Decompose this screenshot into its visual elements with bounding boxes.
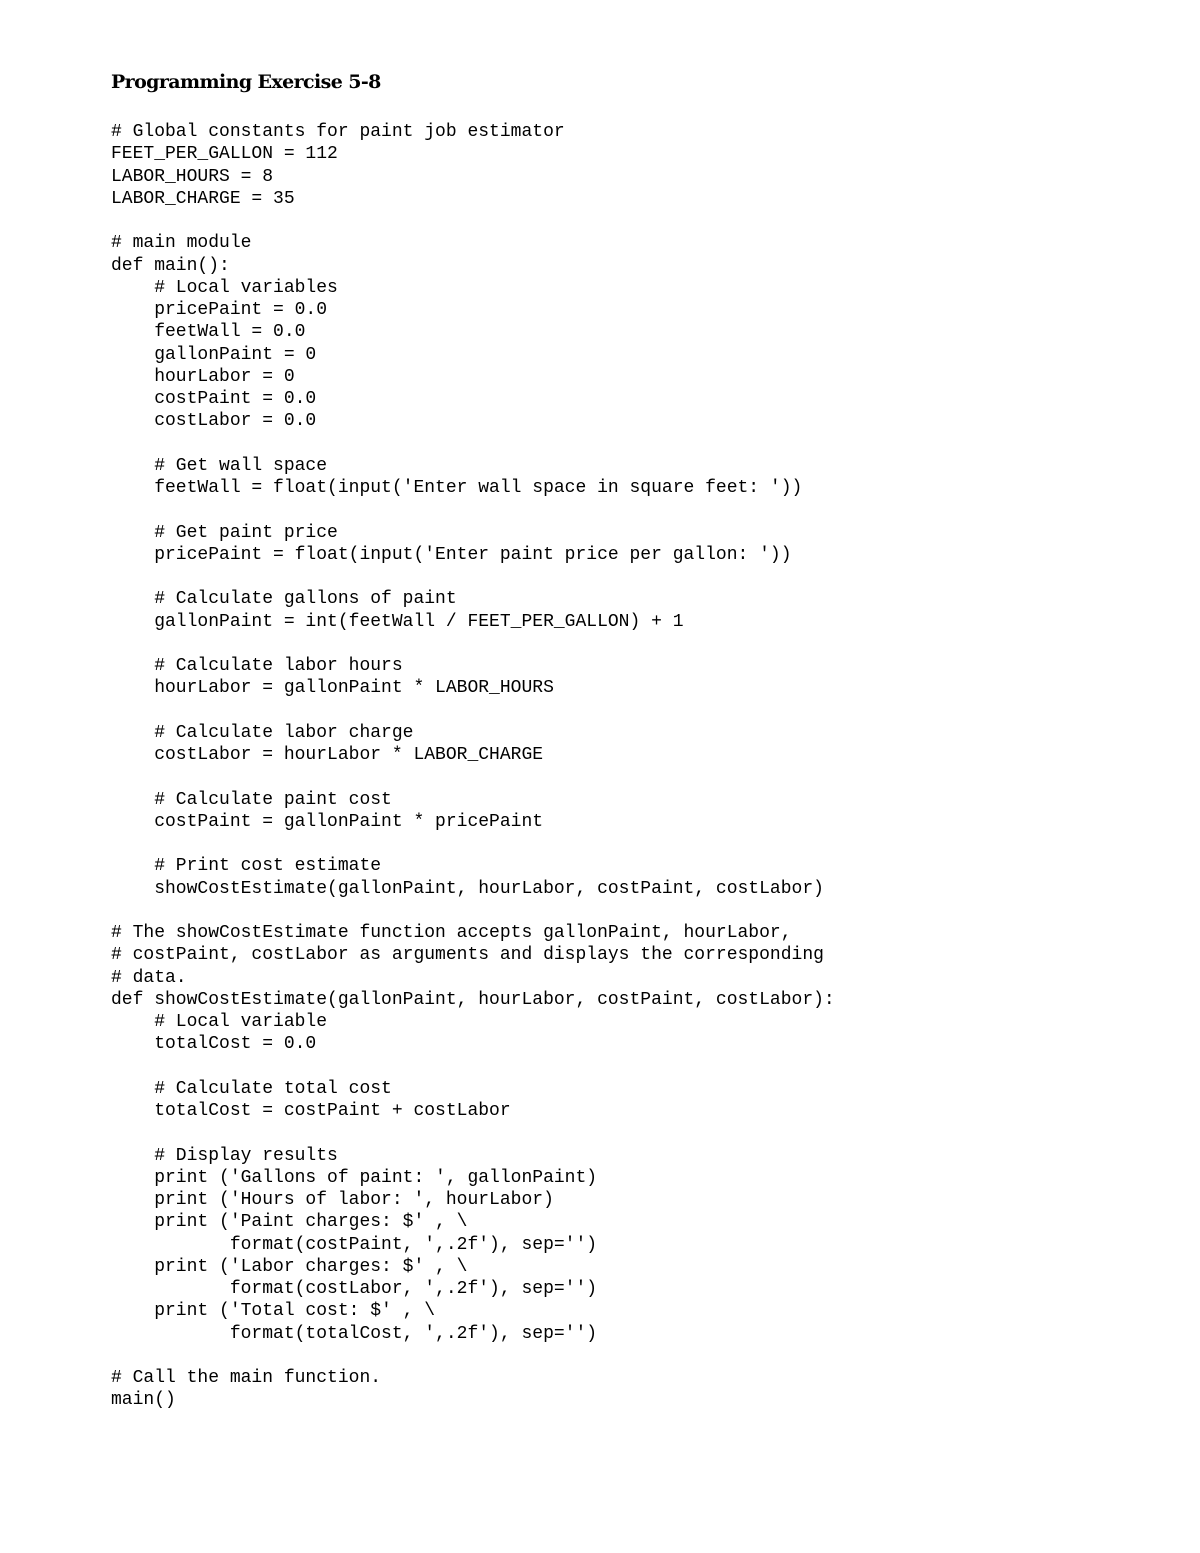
code-line: gallonPaint = 0 <box>111 344 317 365</box>
code-line: print ('Hours of labor: ', hourLabor) <box>111 1190 554 1210</box>
code-line: # Calculate paint cost <box>111 789 392 810</box>
code-line: print ('Gallons of paint: ', gallonPaint) <box>111 1167 598 1188</box>
code-line <box>111 766 835 788</box>
code-line: hourLabor = 0 <box>111 366 295 387</box>
code-line <box>111 833 835 855</box>
document-title: Programming Exercise 5-8 <box>111 71 381 93</box>
code-line: # Get paint price <box>111 522 338 543</box>
code-line <box>111 210 835 232</box>
code-line: FEET_PER_GALLON = 112 <box>111 144 338 165</box>
code-line: # Print cost estimate <box>111 856 382 877</box>
code-line <box>111 1122 835 1144</box>
code-line <box>111 433 835 455</box>
code-line: # The showCostEstimate function accepts gallonPaint, hourLabor, <box>111 923 792 943</box>
code-line: LABOR_HOURS = 8 <box>111 166 274 187</box>
code-line <box>111 700 835 722</box>
code-line: feetWall = float(input('Enter wall space in square feet: ')) <box>111 478 803 498</box>
code-line: # Local variables <box>111 277 338 298</box>
code-line: # main module <box>111 233 252 254</box>
code-line: costPaint = 0.0 <box>111 389 317 409</box>
code-line <box>111 1056 835 1078</box>
code-line: showCostEstimate(gallonPaint, hourLabor, costPaint, costLabor) <box>111 878 824 899</box>
code-line: def showCostEstimate(gallonPaint, hourLabor, costPaint, costLabor): <box>111 989 835 1010</box>
code-line: # data. <box>111 967 187 988</box>
code-line: costPaint = gallonPaint * pricePaint <box>111 811 544 832</box>
code-line: # Get wall space <box>111 455 328 476</box>
code-line: # Calculate labor charge <box>111 722 414 743</box>
code-line: hourLabor = gallonPaint * LABOR_HOURS <box>111 678 554 699</box>
code-line <box>111 566 835 588</box>
code-line: # costPaint, costLabor as arguments and displays the corresponding <box>111 945 824 966</box>
code-line: print ('Total cost: $' , \ <box>111 1301 436 1322</box>
code-line <box>111 1345 835 1367</box>
code-line: print ('Paint charges: $' , \ <box>111 1212 468 1233</box>
code-line: costLabor = hourLabor * LABOR_CHARGE <box>111 745 544 765</box>
code-line: # Local variable <box>111 1012 328 1032</box>
code-line: print ('Labor charges: $' , \ <box>111 1256 468 1277</box>
code-line: pricePaint = float(input('Enter paint price per gallon: ')) <box>111 544 792 565</box>
code-line: totalCost = costPaint + costLabor <box>111 1101 511 1121</box>
code-line: # Calculate total cost <box>111 1078 392 1099</box>
code-line: main() <box>111 1390 176 1411</box>
code-line: # Global constants for paint job estimator <box>111 122 565 142</box>
code-line: totalCost = 0.0 <box>111 1034 317 1055</box>
code-line: costLabor = 0.0 <box>111 411 317 432</box>
code-line: # Calculate labor hours <box>111 656 403 676</box>
code-line: # Call the main function. <box>111 1368 382 1388</box>
code-line <box>111 633 835 655</box>
code-line <box>111 900 835 922</box>
code-line: format(costPaint, ',.2f'), sep='') <box>111 1234 598 1255</box>
code-line: LABOR_CHARGE = 35 <box>111 188 295 209</box>
code-line: gallonPaint = int(feetWall / FEET_PER_GALLON) + 1 <box>111 611 684 632</box>
code-line: # Display results <box>111 1145 338 1166</box>
code-line <box>111 499 835 521</box>
code-line: pricePaint = 0.0 <box>111 300 328 320</box>
code-line: def main(): <box>111 255 230 276</box>
code-line: format(costLabor, ',.2f'), sep='') <box>111 1279 598 1299</box>
code-line: format(totalCost, ',.2f'), sep='') <box>111 1323 598 1344</box>
code-line: # Calculate gallons of paint <box>111 589 457 610</box>
code-line: feetWall = 0.0 <box>111 322 306 343</box>
code-listing <box>111 121 835 1412</box>
